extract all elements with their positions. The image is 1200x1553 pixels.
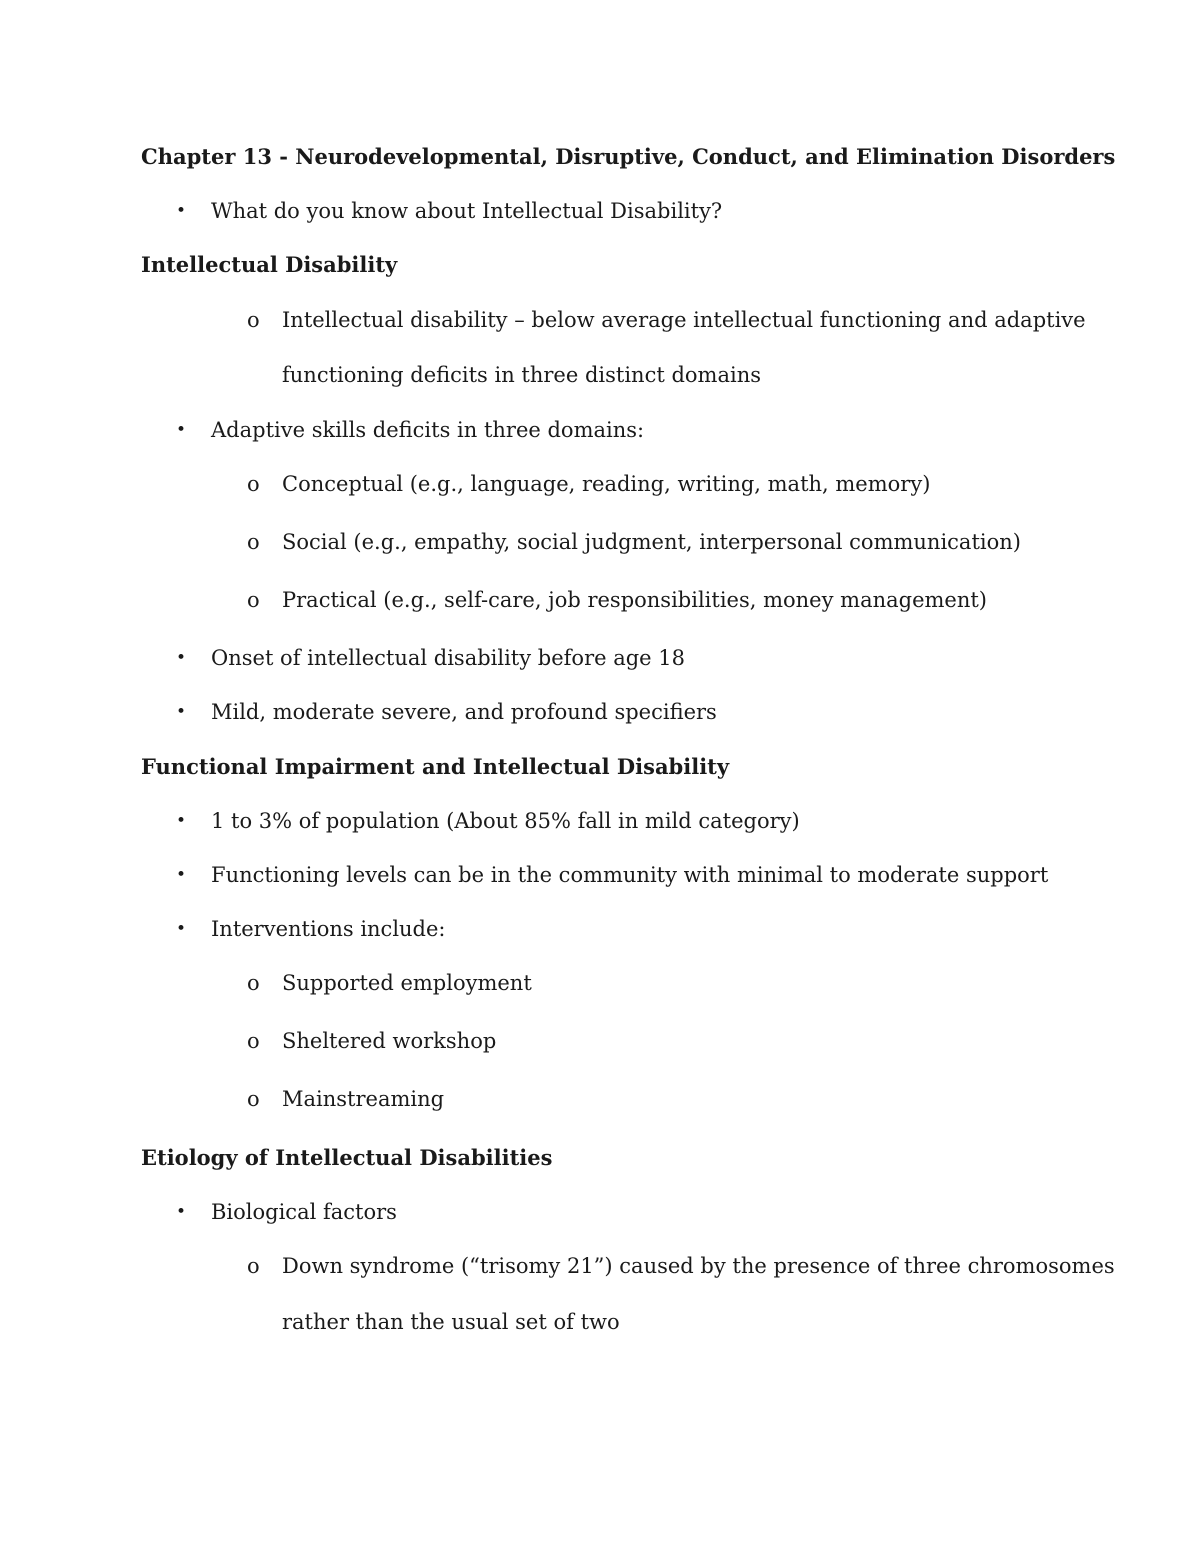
sub-bullet-marker: o — [247, 308, 260, 332]
down-syndrome-line: Down syndrome (“trisomy 21”) caused by the presence of three chromosomes — [282, 1254, 1115, 1278]
domain-conceptual: Conceptual (e.g., language, reading, writing, math, memory) — [282, 472, 931, 496]
bullet-marker: • — [176, 865, 187, 885]
bullet-marker: • — [176, 919, 187, 939]
down-syndrome-line-continued: rather than the usual set of two — [282, 1310, 620, 1334]
bullet-marker: • — [176, 420, 187, 440]
sub-bullet-marker: o — [247, 530, 260, 554]
sub-bullet-marker: o — [247, 1029, 260, 1053]
intervention-supported-employment: Supported employment — [282, 971, 532, 995]
prevalence-item: 1 to 3% of population (About 85% fall in mild category) — [211, 809, 800, 833]
bullet-marker: • — [176, 811, 187, 831]
section-heading-intellectual-disability: Intellectual Disability — [141, 252, 398, 277]
bullet-marker: • — [176, 702, 187, 722]
sub-bullet-marker: o — [247, 971, 260, 995]
adaptive-skills-item: Adaptive skills deficits in three domains: — [211, 418, 645, 442]
interventions-item: Interventions include: — [211, 917, 446, 941]
section-heading-etiology: Etiology of Intellectual Disabilities — [141, 1145, 553, 1170]
sub-bullet-marker: o — [247, 588, 260, 612]
functioning-item: Functioning levels can be in the community with minimal to moderate support — [211, 863, 1049, 887]
bullet-marker: • — [176, 1202, 187, 1222]
sub-bullet-marker: o — [247, 1254, 260, 1278]
definition-line-continued: functioning deficits in three distinct domains — [282, 363, 761, 387]
domain-social: Social (e.g., empathy, social judgment, interpersonal communication) — [282, 530, 1021, 554]
onset-item: Onset of intellectual disability before age 18 — [211, 646, 685, 670]
sub-bullet-marker: o — [247, 472, 260, 496]
specifiers-item: Mild, moderate severe, and profound specifiers — [211, 700, 717, 724]
intro-question: What do you know about Intellectual Disability? — [211, 199, 723, 223]
intervention-mainstreaming: Mainstreaming — [282, 1087, 445, 1111]
sub-bullet-marker: o — [247, 1087, 260, 1111]
page-title: Chapter 13 - Neurodevelopmental, Disruptive, Conduct, and Elimination Disorders — [141, 144, 1116, 169]
definition-line: Intellectual disability – below average intellectual functioning and adaptive — [282, 308, 1086, 332]
domain-practical: Practical (e.g., self-care, job responsibilities, money management) — [282, 588, 987, 612]
biological-factors-item: Biological factors — [211, 1200, 397, 1224]
section-heading-functional-impairment: Functional Impairment and Intellectual Disability — [141, 754, 730, 779]
bullet-marker: • — [176, 201, 187, 221]
intervention-sheltered-workshop: Sheltered workshop — [282, 1029, 497, 1053]
bullet-marker: • — [176, 648, 187, 668]
